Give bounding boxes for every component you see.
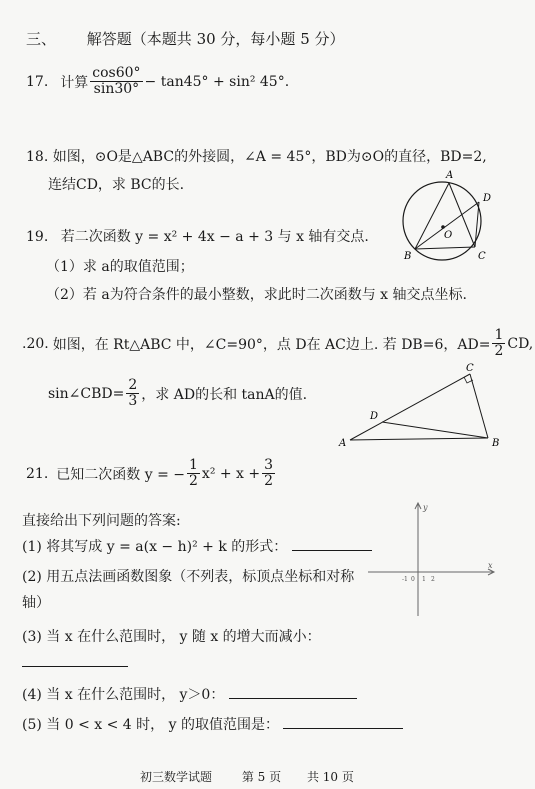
segment-ab (350, 438, 488, 440)
footer-page: 第 5 页 (241, 770, 282, 784)
q18-text1: 如图，⊙O是△ABC的外接圆，∠A = 45°，BD为⊙O的直径，BD=2, (52, 149, 487, 165)
q21-direct: 直接给出下列问题的答案: (22, 513, 181, 529)
segment-cb (470, 374, 488, 438)
answer-blank-5[interactable] (283, 728, 403, 729)
label-a: A (446, 170, 454, 181)
q20-fraction1 (492, 328, 505, 360)
q20-line2 (48, 378, 307, 410)
q19-number: 19. (26, 229, 49, 245)
label-c: C (478, 251, 486, 262)
segment-ac (350, 374, 470, 440)
footer-subject: 初三数学试题 (140, 770, 213, 784)
segment-db (382, 422, 488, 438)
tick-0: 0 (411, 576, 415, 583)
q20-fraction2 (126, 378, 139, 410)
q17-number: 17. (26, 73, 49, 90)
q21-part3: (3) 当 x 在什么范围时， y 随 x 的增大而减小： (22, 629, 321, 645)
q21-frac2-top: 3 (264, 457, 274, 473)
footer (140, 768, 354, 785)
q18-line2: 连结CD，求 BC的长. (48, 177, 185, 193)
tick-1: 1 (422, 576, 426, 583)
section-heading (26, 28, 345, 49)
q21-part4 (22, 684, 357, 704)
q21-number: 21. (26, 465, 49, 482)
q20-text2b: ，求 AD的长和 tanA的值. (141, 386, 308, 403)
tick-2: 2 (431, 576, 435, 583)
q20-line1 (22, 328, 533, 360)
triangle-figure (336, 362, 512, 450)
label-b: B (492, 438, 500, 449)
q20-frac2-bottom: 3 (128, 393, 138, 410)
q17-frac-top: cos60° (92, 65, 141, 81)
segment-bc (415, 247, 475, 249)
answer-blank-4[interactable] (229, 698, 357, 699)
q20-text2a: sin∠CBD= (48, 385, 125, 402)
center-dot (441, 225, 445, 229)
y-axis-label: y (423, 503, 428, 512)
axes-figure (366, 498, 500, 624)
q19-line1 (26, 226, 369, 246)
question-17 (26, 66, 289, 98)
q21-part5-text: (5) 当 0 < x < 4 时， y 的取值范围是： (22, 717, 279, 733)
q21-part2b: 轴） (22, 595, 50, 611)
q18-line1 (26, 146, 487, 166)
label-a: A (339, 438, 347, 449)
q21-part5 (22, 714, 403, 734)
circle-figure (396, 168, 496, 268)
section-title: 解答题（本题共 30 分，每小题 5 分） (86, 30, 345, 48)
q21-part3-answer (22, 652, 128, 671)
q19-text1: 若二次函数 y = x² + 4x − a + 3 与 x 轴有交点. (60, 229, 369, 245)
q18-number: 18. (26, 149, 49, 165)
q20-frac1-bottom: 2 (494, 343, 504, 360)
q21-text-b: x² + x + (201, 465, 261, 482)
q17-rest: − tan45° + sin² 45°. (144, 73, 290, 90)
q21-intro (26, 458, 277, 490)
q20-number: .20. (22, 335, 49, 352)
q17-fraction (90, 66, 142, 98)
q20-frac1-top: 1 (494, 327, 504, 343)
label-d: D (370, 411, 379, 422)
q19-part2: （2）若 a为符合条件的最小整数，求此时二次函数与 x 轴交点坐标. (46, 287, 467, 303)
q21-fraction2 (262, 458, 275, 490)
q20-frac2-top: 2 (128, 377, 138, 393)
label-b: B (404, 251, 412, 262)
q20-text1b: CD, (507, 335, 534, 352)
label-o: O (444, 230, 453, 241)
footer-total: 共 10 页 (306, 770, 354, 784)
q21-part1 (22, 536, 372, 556)
answer-blank-1[interactable] (292, 550, 372, 551)
q21-frac1-bottom: 2 (189, 473, 198, 490)
q17-verb: 计算 (60, 74, 89, 91)
segment-bd (415, 202, 479, 249)
q21-frac1-top: 1 (189, 457, 198, 473)
x-axis-label: x (488, 561, 493, 570)
q21-text-a: 已知二次函数 y = − (56, 466, 185, 483)
q19-part1: （1）求 a的取值范围； (46, 259, 194, 275)
q21-part1-text: (1) 将其写成 y = a(x − h)² + k 的形式： (22, 539, 288, 555)
q21-part2: (2) 用五点法画函数图象（不列表，标顶点坐标和对称 (22, 569, 355, 585)
q17-frac-bottom: sin30° (93, 81, 140, 98)
q21-part4-text: (4) 当 x 在什么范围时， y＞0： (22, 687, 225, 703)
tick-neg1: -1 (402, 576, 408, 583)
answer-blank-3[interactable] (22, 652, 128, 667)
segment-cd (475, 202, 479, 247)
section-number: 三、 (26, 30, 57, 48)
q21-fraction1 (187, 458, 200, 490)
label-d: D (483, 193, 492, 204)
q21-frac2-bottom: 2 (264, 473, 274, 490)
label-c: C (466, 363, 474, 374)
q20-text1a: 如图，在 Rt△ABC 中，∠C=90°，点 D在 AC边上. 若 DB=6，AD= (52, 336, 491, 353)
